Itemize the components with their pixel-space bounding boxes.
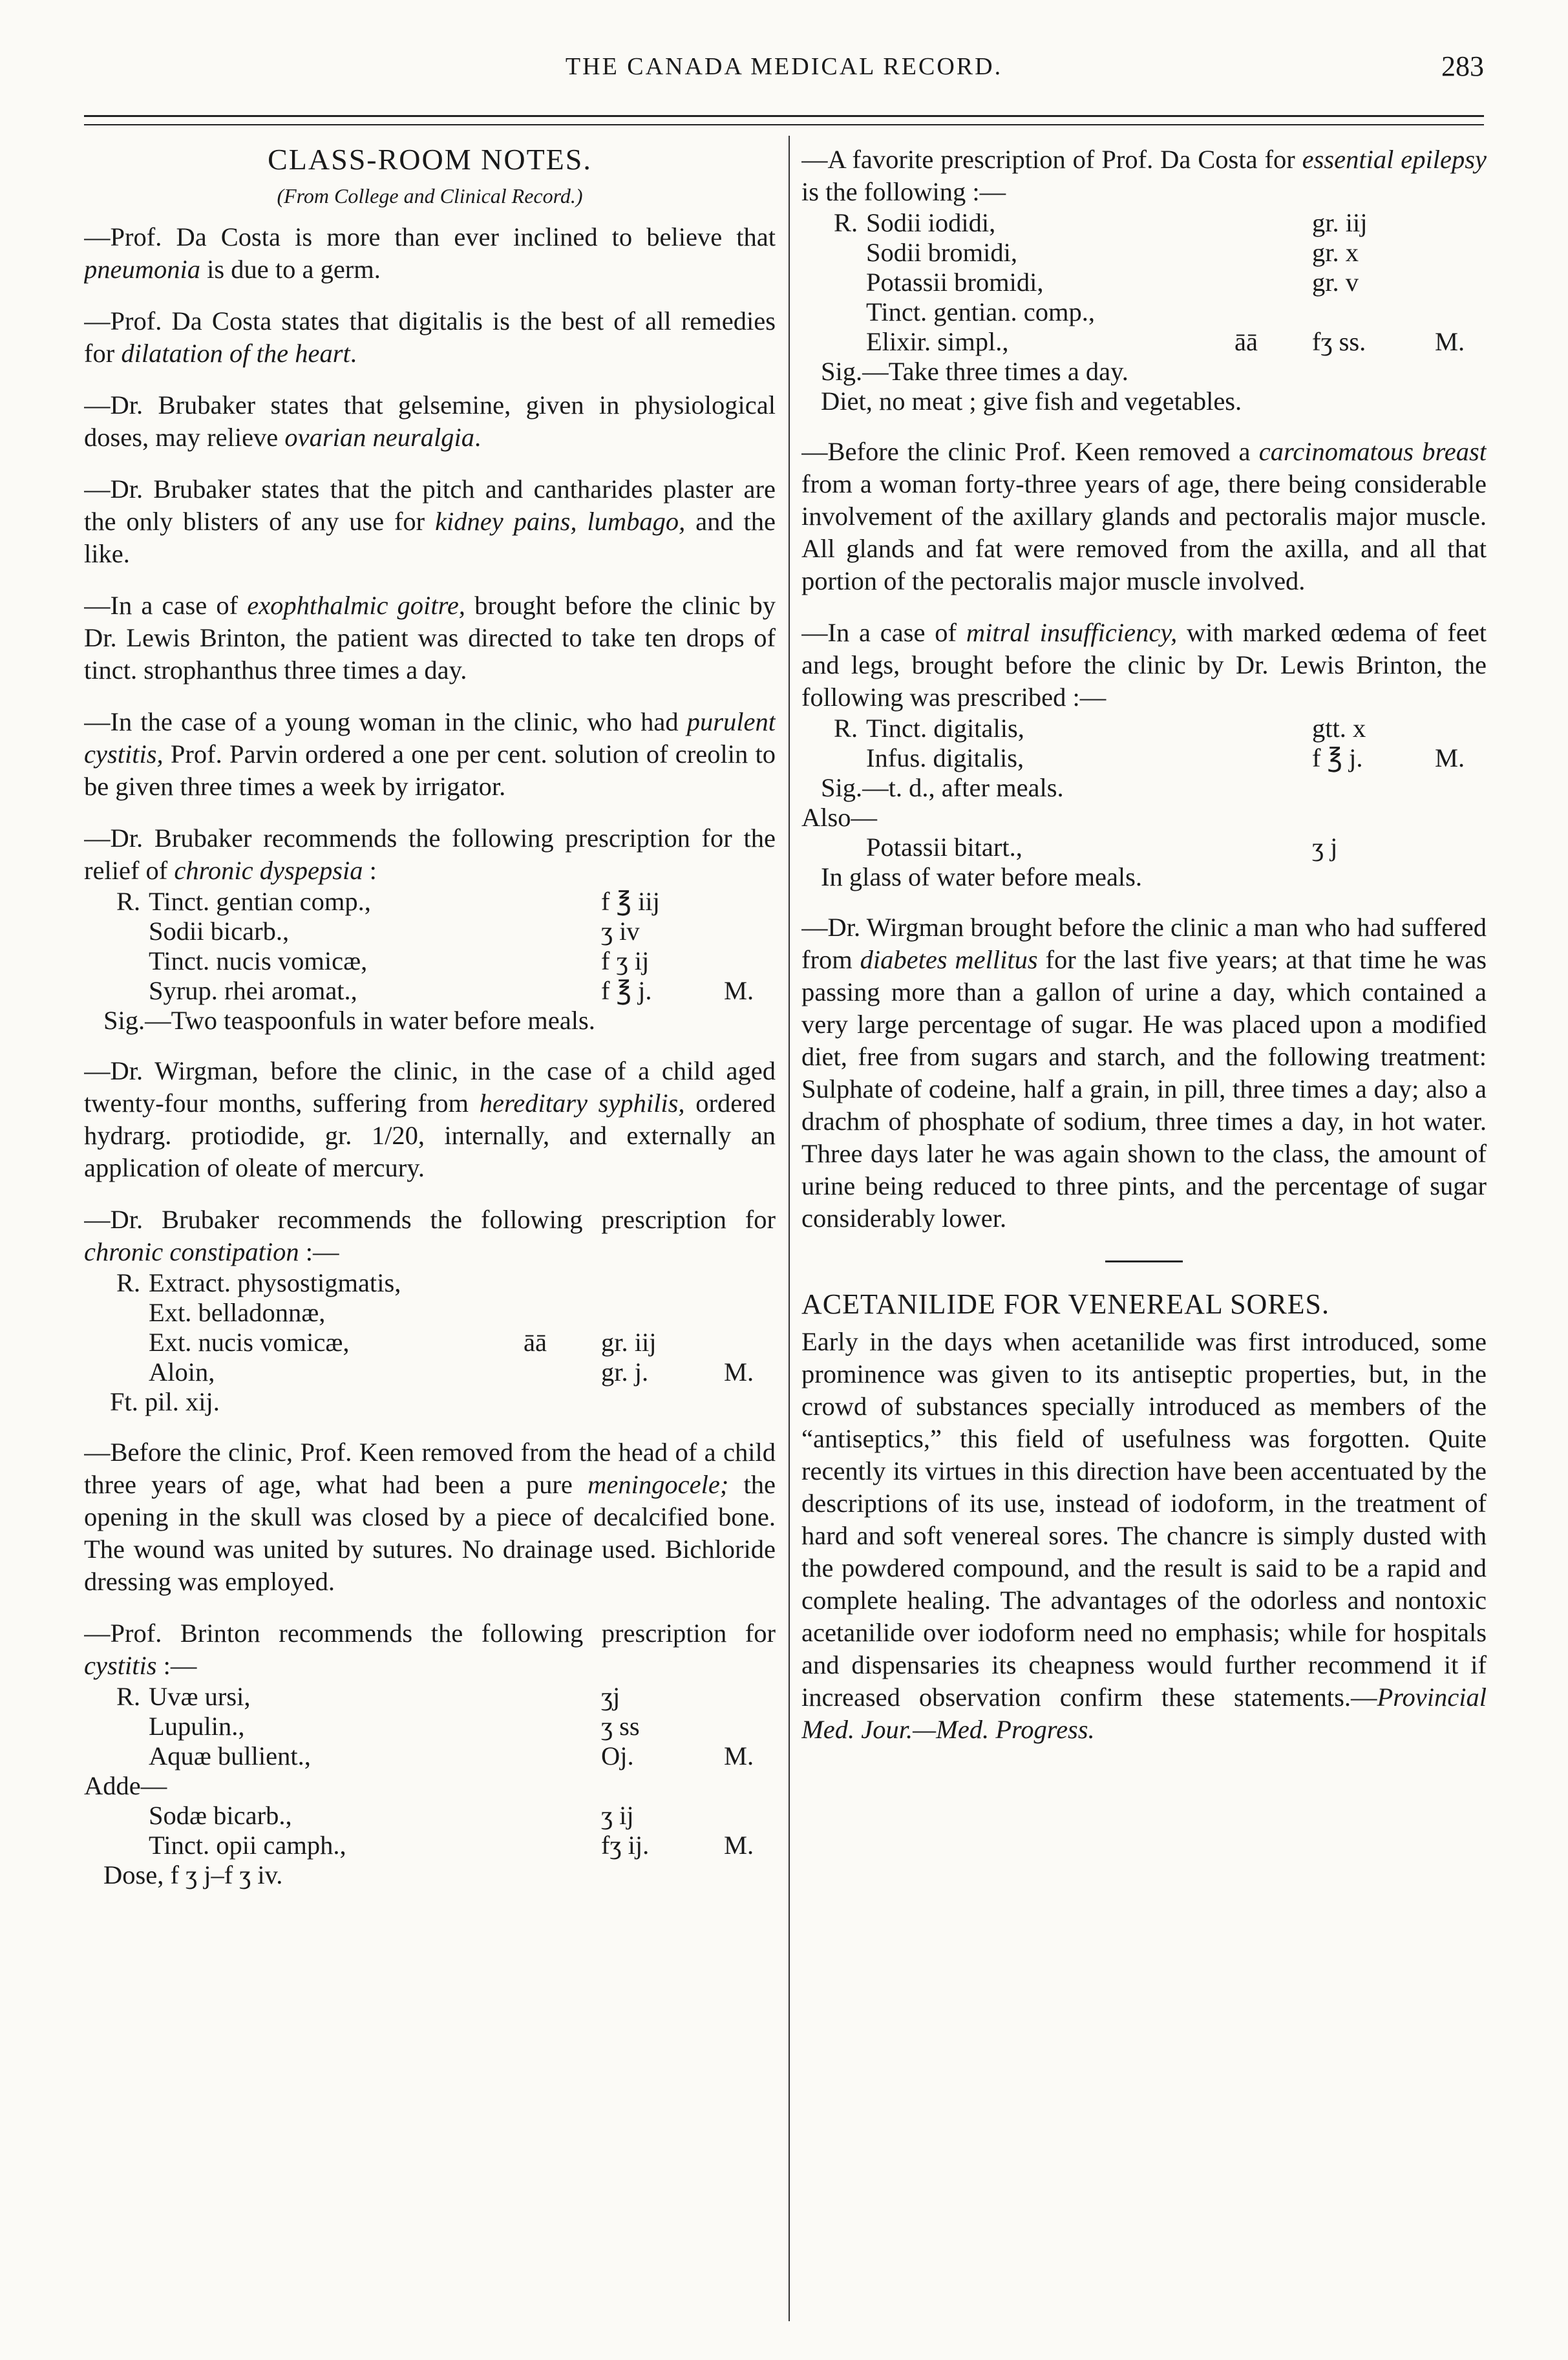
section-title: CLASS-ROOM NOTES. xyxy=(268,144,592,176)
rx-row: Aquæ bullient., Oj. M. xyxy=(149,1741,754,1770)
header-rule xyxy=(84,115,1484,117)
note-paragraph: —In a case of mitral insufficiency, with marked œdema of feet and legs, brought before the clinic by Dr. Lewis Brinton, the following was prescribed :— xyxy=(801,618,1487,712)
rx-row: Ext. belladonnæ, xyxy=(149,1298,326,1327)
rx-row: R. Extract. physostigmatis, xyxy=(84,1268,776,1298)
rx-also: Also— xyxy=(801,803,878,832)
rx-row: Tinct. gentian. comp., xyxy=(866,297,1095,326)
rx-signature: Sig.—Two teaspoonfuls in water before meals. xyxy=(103,1006,595,1035)
rx-row: Tinct. opii camph., fʒ ij. M. xyxy=(149,1831,754,1860)
article-source: Provincial Med. Jour.—Med. Progress. xyxy=(801,1683,1487,1744)
rx-signature: Ft. pil. xij. xyxy=(110,1387,220,1416)
prescription xyxy=(84,1268,776,1417)
rx-row: Sodii bromidi, gr. x xyxy=(866,238,1359,267)
rx-symbol: R. xyxy=(116,887,141,916)
rx-signature: Sig.—t. d., after meals. xyxy=(821,773,1064,802)
note-paragraph: —A favorite prescription of Prof. Da Costa for essential epilepsy is the following :— xyxy=(801,145,1487,206)
rx-diet: Diet, no meat ; give fish and vegetables. xyxy=(821,387,1242,416)
rx-row: Elixir. simpl., āā fʒ ss. M. xyxy=(866,327,1465,356)
running-title: THE CANADA MEDICAL RECORD. xyxy=(565,53,1003,80)
rx-row: Sodii bicarb., ʒ iv xyxy=(149,917,640,946)
section-separator xyxy=(1105,1260,1183,1262)
rx-symbol: R. xyxy=(834,208,858,237)
rx-row: Ext. nucis vomicæ, āā gr. iij xyxy=(149,1328,657,1357)
rx-row: Potassii bitart., ʒ j xyxy=(866,833,1338,862)
rx-row: Tinct. nucis vomicæ, f ʒ ij xyxy=(149,946,650,975)
prescription xyxy=(84,887,776,1036)
note-paragraph: —Dr. Brubaker states that the pitch and cantharides plaster are the only blisters of any use for kidney pains, lumbago, and the like. xyxy=(84,474,776,568)
note-paragraph: —Dr. Brubaker states that gelsemine, given in physiological doses, may relieve ovarian neuralgia. xyxy=(84,390,776,452)
note-paragraph: —Dr. Wirgman, before the clinic, in the case of a child aged twenty-four months, suffering from hereditary syphilis, ordered hydrarg. protiodide, gr. 1/20, internally, and externally an application of oleate of mercury. xyxy=(84,1056,776,1182)
rx-symbol: R. xyxy=(116,1268,141,1297)
page-header xyxy=(84,50,1484,89)
rx-signature: Sig.—Take three times a day. xyxy=(821,357,1128,386)
rx-row: R. Tinct. digitalis, gtt. x xyxy=(801,714,1487,743)
rx-signature: In glass of water before meals. xyxy=(821,862,1143,891)
rx-row: Aloin, gr. j. M. xyxy=(149,1357,754,1387)
rx-dose: Dose, f ʒ j–f ʒ iv. xyxy=(103,1860,283,1889)
rx-adde: Adde— xyxy=(84,1771,167,1800)
rx-row: R. Sodii iodidi, gr. iij xyxy=(801,208,1487,238)
rx-row: Syrup. rhei aromat., f ℥ j. M. xyxy=(149,976,754,1005)
right-column xyxy=(801,144,1487,2321)
note-paragraph: —In a case of exophthalmic goitre, brought before the clinic by Dr. Lewis Brinton, the patient was directed to take ten drops of tinct. strophanthus three times a day. xyxy=(84,591,776,685)
rx-row: R. Uvæ ursi, ʒj xyxy=(84,1682,776,1712)
page-number: 283 xyxy=(1441,50,1484,82)
article-paragraph: Early in the days when acetanilide was first introduced, some prominence was given to its antiseptic properties, but, in the crowd of substances specially introduced as members of the “antiseptics,” this field of usefulness was forgotten. Quite recently its virtues in this direction have been accentuated by the descriptions of its use, instead of iodoform, in the treatment of hard and soft venereal sores. The chancre is simply dusted with the powdered compound, and the result is said to be a rapid and complete healing. The advantages of the odorless and nontoxic acetanilide over iodoform need no emphasis; while for hospitals and dispensaries its cheapness would further recommend it if increased observation confirm these statements.—Provincial Med. Jour.—Med. Progress. xyxy=(801,1327,1487,1744)
note-paragraph: —Before the clinic, Prof. Keen removed from the head of a child three years of age, what had been a pure meningocele; the opening in the skull was closed by a piece of decalcified bone. The wound was united by sutures. No drainage used. Bichloride dressing was employed. xyxy=(84,1438,776,1596)
note-paragraph: —Dr. Brubaker recommends the following prescription for chronic constipation :— xyxy=(84,1205,776,1266)
article-title: ACETANILIDE FOR VENEREAL SORES. xyxy=(801,1288,1330,1320)
rx-row: Infus. digitalis, f ℥ j. M. xyxy=(866,743,1465,772)
note-paragraph: —Dr. Brubaker recommends the following prescription for the relief of chronic dyspepsia : xyxy=(84,824,776,885)
note-paragraph: —Prof. Da Costa is more than ever inclined to believe that pneumonia is due to a germ. xyxy=(84,222,776,284)
rx-row: Sodæ bicarb., ʒ ij xyxy=(149,1801,634,1830)
prescription xyxy=(801,714,1487,892)
rx-row: Lupulin., ʒ ss xyxy=(149,1712,640,1741)
rx-symbol: R. xyxy=(834,714,858,743)
prescription xyxy=(84,1682,776,1890)
note-paragraph: —Prof. Da Costa states that digitalis is the best of all remedies for dilatation of the heart. xyxy=(84,306,776,368)
header-rule xyxy=(84,124,1484,125)
note-paragraph: —Prof. Brinton recommends the following prescription for cystitis :— xyxy=(84,1619,776,1680)
column-divider xyxy=(789,136,790,2321)
note-paragraph: —Dr. Wirgman brought before the clinic a man who had suffered from diabetes mellitus for the last five years; at that time he was passing more than a gallon of urine a day, which contained a very large percentage of sugar. He was placed upon a modified diet, free from sugars and starch, and the following treatment: Sulphate of codeine, half a grain, in pill, three times a day; also a drachm of phosphate of sodium, three times a day, in hot water. Three days later he was again shown to the class, the amount of urine being reduced to three pints, and the percentage of sugar considerably lower. xyxy=(801,913,1487,1233)
note-paragraph: —In the case of a young woman in the clinic, who had purulent cystitis, Prof. Parvin ordered a one per cent. solution of creolin to be given three times a week by irrigator. xyxy=(84,707,776,801)
section-source: (From College and Clinical Record.) xyxy=(277,184,583,207)
rx-row: Potassii bromidi, gr. v xyxy=(866,268,1359,297)
rx-row: R. Tinct. gentian comp., f ℥ iij xyxy=(84,887,776,917)
prescription xyxy=(801,208,1487,416)
rx-symbol: R. xyxy=(116,1682,141,1711)
left-column xyxy=(84,144,776,2321)
note-paragraph: —Before the clinic Prof. Keen removed a carcinomatous breast from a woman forty-three years of age, there being considerable involvement of the axillary glands and pectoralis major muscle. All glands and fat were removed from the axilla, and all that portion of the pectoralis major muscle involved. xyxy=(801,437,1487,595)
